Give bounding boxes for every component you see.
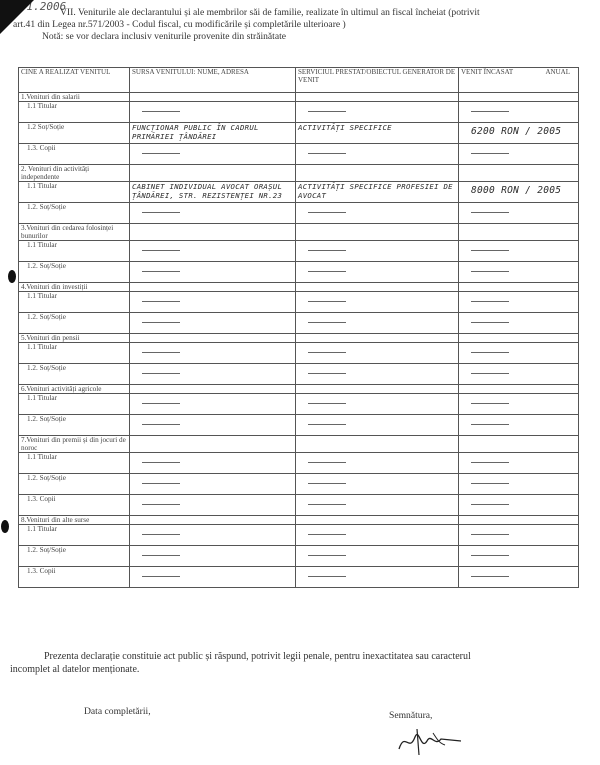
row-label-cell	[19, 415, 130, 436]
blank-dash	[142, 212, 180, 213]
table-row	[19, 292, 579, 313]
table-row	[19, 182, 579, 203]
blank-dash	[142, 462, 180, 463]
row-label-cell	[19, 144, 130, 165]
table-row	[19, 241, 579, 262]
section-title: 8.Venituri din alte surse	[19, 516, 130, 525]
cell-sursa	[130, 203, 296, 224]
cell-venit	[459, 343, 579, 364]
cell-serviciu	[296, 495, 459, 516]
handwritten-venit: 8000 RON / 2005	[471, 185, 562, 196]
empty-cell	[296, 283, 459, 292]
cell-serviciu	[296, 343, 459, 364]
blank-dash	[142, 483, 180, 484]
blank-dash	[308, 153, 346, 154]
blank-dash	[142, 250, 180, 251]
empty-cell	[296, 224, 459, 241]
section-title: 6.Venituri activități agricole	[19, 385, 130, 394]
cell-serviciu	[296, 241, 459, 262]
declaration-statement-line1: Prezenta declarație constituie act public și răspund, potrivit legii penale, pentru inexactitatea sau caracterul	[44, 651, 471, 662]
cell-venit	[459, 102, 579, 123]
table-row	[19, 495, 579, 516]
blank-dash	[471, 373, 509, 374]
blank-dash	[471, 424, 509, 425]
row-label-cell	[19, 182, 130, 203]
handwritten-serviciu: ACTIVITĂȚI SPECIFICE PROFESIEI DE AVOCAT	[298, 182, 453, 200]
punch-hole-mark	[1, 520, 9, 533]
income-table	[18, 67, 579, 588]
empty-cell	[130, 224, 296, 241]
empty-cell	[459, 224, 579, 241]
table-header	[19, 68, 579, 93]
blank-dash	[142, 111, 180, 112]
empty-cell	[130, 165, 296, 182]
date-value: 05.01.2006	[0, 0, 67, 13]
row-label-cell	[19, 474, 130, 495]
section-title: 7.Venituri din premii și din jocuri de noroc	[19, 436, 130, 453]
cell-sursa	[130, 313, 296, 334]
blank-dash	[308, 212, 346, 213]
section-header-row	[19, 93, 579, 102]
cell-serviciu	[296, 453, 459, 474]
section-header-row	[19, 436, 579, 453]
blank-dash	[471, 504, 509, 505]
row-label: 1.1 Titular	[27, 182, 57, 190]
section-title: 4.Venituri din investiții	[19, 283, 130, 292]
empty-cell	[296, 516, 459, 525]
table-row	[19, 123, 579, 144]
cell-serviciu	[296, 144, 459, 165]
cell-venit	[459, 415, 579, 436]
blank-dash	[142, 153, 180, 154]
row-label-cell	[19, 343, 130, 364]
table-row	[19, 203, 579, 224]
date-label: Data completării,	[84, 706, 151, 717]
handwritten-venit: 6200 RON / 2005	[471, 126, 562, 137]
blank-dash	[471, 322, 509, 323]
table-row	[19, 262, 579, 283]
cell-venit	[459, 525, 579, 546]
row-label: 1.2. Soț/Soție	[27, 262, 66, 270]
row-label-cell	[19, 495, 130, 516]
row-label-cell	[19, 546, 130, 567]
cell-sursa	[130, 123, 296, 144]
cell-sursa	[130, 262, 296, 283]
blank-dash	[471, 403, 509, 404]
signature-label: Semnătura,	[389, 710, 433, 721]
table-row	[19, 567, 579, 588]
cell-sursa	[130, 292, 296, 313]
cell-serviciu	[296, 394, 459, 415]
blank-dash	[308, 504, 346, 505]
col-header-venit	[459, 68, 579, 93]
cell-sursa	[130, 415, 296, 436]
row-label: 1.3. Copii	[27, 144, 56, 152]
blank-dash	[308, 352, 346, 353]
table-row	[19, 394, 579, 415]
handwritten-serviciu: ACTIVITĂȚI SPECIFICE	[298, 123, 392, 132]
blank-dash	[471, 111, 509, 112]
table-row	[19, 453, 579, 474]
cell-sursa	[130, 453, 296, 474]
blank-dash	[308, 322, 346, 323]
blank-dash	[308, 462, 346, 463]
punch-hole-mark	[8, 270, 16, 283]
cell-sursa	[130, 525, 296, 546]
empty-cell	[459, 436, 579, 453]
blank-dash	[142, 555, 180, 556]
section-title: 2. Venituri din activități independente	[19, 165, 130, 182]
cell-sursa	[130, 394, 296, 415]
row-label: 1.1 Titular	[27, 453, 57, 461]
empty-cell	[459, 385, 579, 394]
cell-venit	[459, 203, 579, 224]
row-label-cell	[19, 292, 130, 313]
row-label: 1.1 Titular	[27, 525, 57, 533]
table-row	[19, 343, 579, 364]
cell-sursa	[130, 241, 296, 262]
cell-venit	[459, 182, 579, 203]
empty-cell	[130, 93, 296, 102]
blank-dash	[142, 352, 180, 353]
empty-cell	[459, 165, 579, 182]
legal-reference: art.41 din Legea nr.571/2003 - Codul fiscal, cu modificările și completările ulterioare )	[13, 19, 346, 30]
empty-cell	[296, 165, 459, 182]
cell-venit	[459, 241, 579, 262]
cell-serviciu	[296, 415, 459, 436]
empty-cell	[459, 283, 579, 292]
section-header-row	[19, 165, 579, 182]
cell-venit	[459, 394, 579, 415]
cell-sursa	[130, 182, 296, 203]
col-header-sursa: SURSA VENITULUI: NUME, ADRESA	[130, 68, 296, 93]
row-label: 1.2. Soț/Soție	[27, 415, 66, 423]
section-title: VII. Veniturile ale declarantului și ale membrilor săi de familie, realizate în ultimul an fiscal încheiat (potrivit	[60, 7, 480, 18]
row-label: 1.2. Soț/Soție	[27, 203, 66, 211]
row-label: 1.1 Titular	[27, 292, 57, 300]
row-label-cell	[19, 567, 130, 588]
table-body	[19, 93, 579, 588]
blank-dash	[471, 576, 509, 577]
empty-cell	[296, 93, 459, 102]
empty-cell	[296, 334, 459, 343]
row-label: 1.2. Soț/Soție	[27, 546, 66, 554]
blank-dash	[142, 424, 180, 425]
row-label-cell	[19, 364, 130, 385]
row-label: 1.2. Soț/Soție	[27, 364, 66, 372]
blank-dash	[471, 555, 509, 556]
table-row	[19, 546, 579, 567]
row-label: 1.2 Soț/Soție	[27, 123, 65, 131]
cell-sursa	[130, 343, 296, 364]
blank-dash	[471, 534, 509, 535]
table-row	[19, 144, 579, 165]
empty-cell	[130, 283, 296, 292]
section-header-row	[19, 385, 579, 394]
note: Notă: se vor declara inclusiv veniturile provenite din străinătate	[42, 31, 287, 42]
cell-venit	[459, 262, 579, 283]
blank-dash	[142, 301, 180, 302]
blank-dash	[308, 555, 346, 556]
row-label-cell	[19, 453, 130, 474]
table-row	[19, 415, 579, 436]
empty-cell	[459, 516, 579, 525]
row-label: 1.2. Soț/Soție	[27, 474, 66, 482]
blank-dash	[471, 250, 509, 251]
blank-dash	[471, 462, 509, 463]
table-row	[19, 525, 579, 546]
cell-sursa	[130, 474, 296, 495]
blank-dash	[308, 250, 346, 251]
cell-serviciu	[296, 546, 459, 567]
row-label-cell	[19, 123, 130, 144]
row-label-cell	[19, 525, 130, 546]
row-label-cell	[19, 394, 130, 415]
empty-cell	[296, 385, 459, 394]
empty-cell	[130, 334, 296, 343]
cell-venit	[459, 123, 579, 144]
blank-dash	[308, 301, 346, 302]
blank-dash	[308, 576, 346, 577]
handwritten-sursa: FUNCȚIONAR PUBLIC ÎN CADRUL PRIMĂRIEI ȚÂNDĂREI	[132, 123, 259, 141]
section-header-row	[19, 224, 579, 241]
empty-cell	[130, 516, 296, 525]
blank-dash	[308, 271, 346, 272]
cell-serviciu	[296, 567, 459, 588]
row-label-cell	[19, 241, 130, 262]
blank-dash	[471, 271, 509, 272]
section-header-row	[19, 516, 579, 525]
row-label-cell	[19, 203, 130, 224]
cell-serviciu	[296, 474, 459, 495]
cell-serviciu	[296, 313, 459, 334]
empty-cell	[296, 436, 459, 453]
signature-scribble	[395, 723, 465, 757]
blank-dash	[471, 212, 509, 213]
row-label: 1.3. Copii	[27, 495, 56, 503]
blank-dash	[471, 153, 509, 154]
cell-venit	[459, 567, 579, 588]
blank-dash	[142, 271, 180, 272]
blank-dash	[142, 534, 180, 535]
cell-venit	[459, 474, 579, 495]
cell-venit	[459, 364, 579, 385]
blank-dash	[308, 424, 346, 425]
cell-sursa	[130, 364, 296, 385]
empty-cell	[459, 93, 579, 102]
cell-sursa	[130, 144, 296, 165]
cell-sursa	[130, 102, 296, 123]
empty-cell	[130, 385, 296, 394]
cell-serviciu	[296, 102, 459, 123]
cell-serviciu	[296, 182, 459, 203]
table-row	[19, 313, 579, 334]
cell-venit	[459, 313, 579, 334]
section-header-row	[19, 283, 579, 292]
blank-dash	[142, 403, 180, 404]
section-header-row	[19, 334, 579, 343]
row-label-cell	[19, 102, 130, 123]
blank-dash	[308, 373, 346, 374]
blank-dash	[142, 576, 180, 577]
cell-serviciu	[296, 292, 459, 313]
section-title: 3.Venituri din cedarea folosinței bunurilor	[19, 224, 130, 241]
row-label: 1.1 Titular	[27, 343, 57, 351]
empty-cell	[459, 334, 579, 343]
col-header-venit-label: VENIT ÎNCASAT	[461, 68, 514, 76]
cell-serviciu	[296, 364, 459, 385]
cell-venit	[459, 495, 579, 516]
cell-sursa	[130, 546, 296, 567]
col-header-cine: CINE A REALIZAT VENITUL	[19, 68, 130, 93]
cell-venit	[459, 144, 579, 165]
cell-serviciu	[296, 203, 459, 224]
cell-sursa	[130, 567, 296, 588]
blank-dash	[142, 322, 180, 323]
table-row	[19, 102, 579, 123]
cell-serviciu	[296, 123, 459, 144]
row-label-cell	[19, 262, 130, 283]
declaration-statement-line2: incomplet al datelor menționate.	[10, 664, 140, 675]
blank-dash	[471, 301, 509, 302]
cell-serviciu	[296, 262, 459, 283]
blank-dash	[308, 403, 346, 404]
row-label: 1.1 Titular	[27, 102, 57, 110]
blank-dash	[308, 111, 346, 112]
row-label-cell	[19, 313, 130, 334]
col-header-serviciul: SERVICIUL PRESTAT/OBIECTUL GENERATOR DE VENIT	[296, 68, 459, 93]
row-label: 1.1 Titular	[27, 394, 57, 402]
row-label: 1.2. Soț/Soție	[27, 313, 66, 321]
cell-venit	[459, 292, 579, 313]
empty-cell	[130, 436, 296, 453]
blank-dash	[142, 504, 180, 505]
cell-serviciu	[296, 525, 459, 546]
blank-dash	[142, 373, 180, 374]
handwritten-sursa: CABINET INDIVIDUAL AVOCAT ORAȘUL ȚÂNDĂREI, STR. REZISTENȚEI NR.23	[132, 182, 283, 200]
cell-venit	[459, 453, 579, 474]
section-title: 5.Venituri din pensii	[19, 334, 130, 343]
cell-sursa	[130, 495, 296, 516]
table-row	[19, 474, 579, 495]
row-label: 1.1 Titular	[27, 241, 57, 249]
cell-venit	[459, 546, 579, 567]
blank-dash	[308, 534, 346, 535]
section-title: 1.Venituri din salarii	[19, 93, 130, 102]
blank-dash	[471, 483, 509, 484]
table-row	[19, 364, 579, 385]
blank-dash	[471, 352, 509, 353]
row-label: 1.3. Copii	[27, 567, 56, 575]
blank-dash	[308, 483, 346, 484]
col-header-anual-label: ANUAL	[545, 68, 570, 76]
